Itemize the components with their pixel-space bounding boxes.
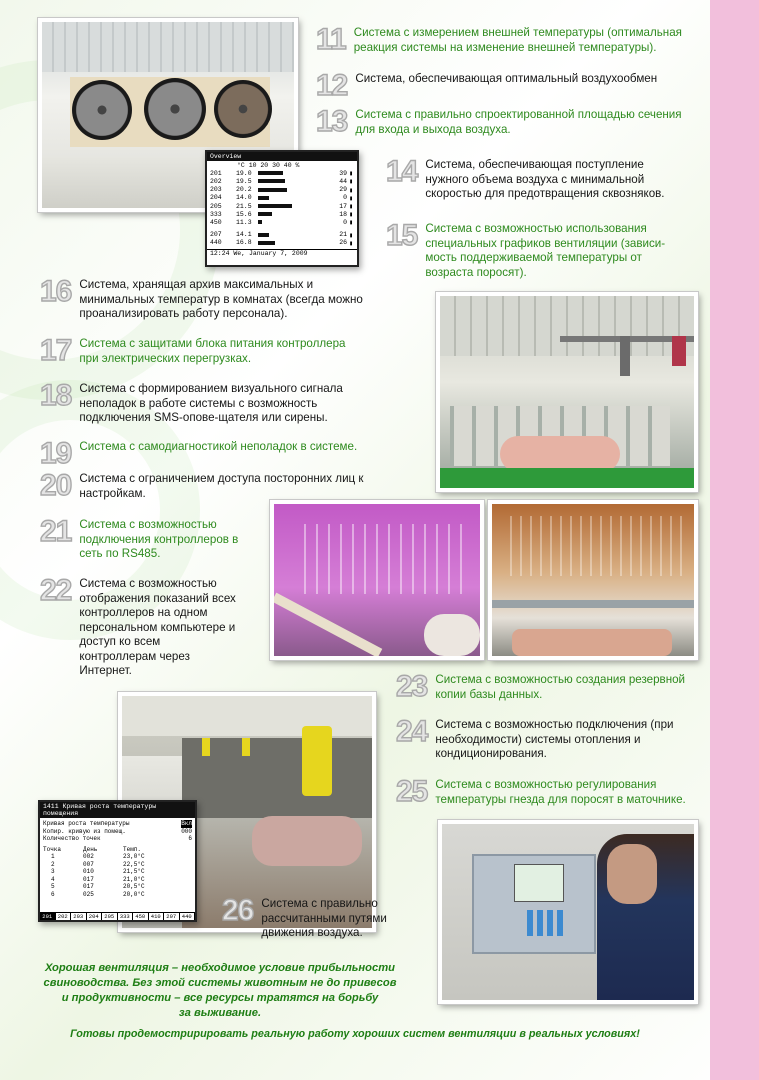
footer-line-1: Хорошая вентиляция – необходимое условие прибыльности [44,962,396,974]
feature-text: Система с возможностью использования специальных графиков вентиляции (зависи-мость поддерживаемой температуры от возраста поросят). [425,222,666,279]
curve-room-tab[interactable]: 202 [56,913,72,920]
curve-cell: 20,0°C [123,890,145,898]
feature-number: 13 [316,105,348,138]
feature-number: 26 [222,894,254,927]
curve-cell: 4 [51,875,55,883]
curve-cell: 20,5°C [123,883,145,890]
curve-room-tab[interactable]: 207 [164,913,180,920]
overview-room-id: 204 [210,194,222,202]
fan-status-icon: ▮ [349,219,353,227]
curve-cell: 21,5°C [123,868,145,875]
feature-item-21 [40,515,250,562]
curve-col-temp: Темп. [123,845,142,853]
feature-text: Система с возможностью регулирования температуры гнезда для поросят в маточнике. [435,778,686,806]
temperature-curve-screen [38,800,197,922]
feature-number: 22 [40,574,72,607]
feeder-icon [302,726,332,796]
overview-temp: 14.1 [236,231,252,239]
curve-room-tab[interactable]: 440 [180,913,196,920]
feature-number: 18 [40,379,72,412]
feature-text: Система с правильно спроектированной площадью сечения для входа и выхода воздуха. [355,108,682,136]
curve-cell: 010 [83,868,94,875]
photo-ceiling-pipes [488,500,698,660]
curve-cell: 21,0°C [123,875,145,883]
curve-row [43,876,192,884]
overview-room-id: 202 [210,177,222,185]
footer-line-4: за выживание. [178,1007,262,1019]
overview-temp-bar [258,204,292,208]
feature-text: Система с ограничением доступа посторонних лиц к настройкам. [79,472,364,500]
overview-row [207,194,357,202]
feature-number: 23 [396,670,428,703]
feature-text: Система с возможностью создания резервной копии базы данных. [435,673,686,701]
curve-cell: 017 [83,883,94,890]
curve-room-tab[interactable]: 333 [118,913,134,920]
feature-text: Система с возможностью подключения (при необходимости) системы отопления и кондиционирования. [435,718,674,760]
feature-text: Система, хранящая архив максимальных и минимальных температур в комнатах (всегда можно проанализировать работу персонала). [79,278,363,320]
feature-item-22 [40,574,240,679]
curve-cell: 3 [51,868,55,875]
feature-item-19 [40,437,380,470]
fan-icon [214,80,272,138]
feature-item-23 [396,670,696,703]
overview-row [207,210,357,218]
feature-item-24 [396,715,696,762]
overview-temp: 11.3 [236,218,252,226]
feature-item-26 [222,894,422,941]
feature-item-12 [316,69,696,102]
feature-item-20 [40,469,380,502]
curve-cell: 6 [51,890,55,898]
overview-pct: 0 [343,194,348,202]
feature-number: 25 [396,775,428,808]
curve-row [43,868,192,876]
curve-line2: Копир. кривую из помещ. [43,827,126,835]
curve-cell: 007 [83,860,94,868]
overview-temp-bar [258,212,272,216]
footer-line-3: и продуктивности – все ресурсы тратятся на борьбу [61,992,379,1004]
overview-temp: 19.0 [236,169,252,177]
curve-line2-value: 000 [181,827,192,835]
curve-cell: 2 [51,860,55,868]
overview-header: °C 10 20 30 40 % [237,161,300,169]
curve-room-tab[interactable]: 203 [71,913,87,920]
overview-temp-bar [258,220,262,224]
overview-pct: 0 [343,218,348,226]
overview-temp: 16.8 [236,239,252,247]
overview-room-id: 205 [210,202,222,210]
curve-room-tab[interactable]: 201 [40,913,56,920]
fan-status-icon: ▮ [349,178,353,186]
curve-room-tab[interactable]: 204 [87,913,103,920]
curve-cell: 025 [83,890,94,898]
fan-status-icon: ▮ [349,194,353,202]
feature-item-11 [316,23,696,56]
feature-number: 19 [40,437,72,470]
overview-temp-bar [258,171,283,175]
feature-text: Система, обеспечивающая оптимальный воздухообмен [355,72,658,85]
fan-status-icon: ▮ [349,239,353,247]
curve-line1-value: Вкл [181,820,192,827]
feature-item-18 [40,379,380,426]
overview-pct: 17 [339,202,348,210]
overview-row [207,231,357,239]
curve-title: 1411 Кривая роста температуры помещения [40,802,195,818]
overview-temp: 14.0 [236,194,252,202]
overview-title: Overview [207,152,357,161]
feature-item-16 [40,275,390,322]
feature-text: Система с возможностью отображения показаний всех контроллеров на одном персональном компьютере и доступ ко всем контроллерам через Интернет. [79,577,236,677]
overview-room-id: 203 [210,186,222,194]
feature-number: 24 [396,715,428,748]
feature-number: 17 [40,334,72,367]
curve-line1: Кривая роста температуры [43,820,130,827]
curve-row [43,891,192,899]
curve-row [43,861,192,869]
overview-temp-bar [258,241,275,245]
overview-status: 12:24 We, January 7, 2009 [207,249,357,258]
feature-number: 16 [40,275,72,308]
curve-room-tab[interactable]: 410 [149,913,165,920]
curve-line3-value: 6 [188,835,192,842]
curve-cell: 5 [51,883,55,890]
feature-item-15 [386,219,686,280]
feature-number: 20 [40,469,72,502]
photo-ceiling-inlet [270,500,484,660]
overview-row [207,169,357,177]
feature-number: 11 [316,23,346,56]
feature-text: Система с защитами блока питания контроллера при электрических перегрузках. [79,337,346,365]
curve-row [43,883,192,891]
overview-pct: 39 [339,169,348,177]
overview-room-id: 201 [210,169,222,177]
overview-temp: 19.5 [236,177,252,185]
feature-text: Система с формированием визуального сигнала неполадок в работе системы с возможность подключения SMS-опове-щателя или сирены. [79,382,343,424]
overview-row [207,202,357,210]
overview-row [207,186,357,194]
curve-cell: 002 [83,853,94,860]
curve-cell: 017 [83,875,94,883]
photo-controller [438,820,698,1004]
feature-item-13 [316,105,696,138]
overview-temp: 15.6 [236,210,252,218]
feature-text: Система с возможностью подключения контроллеров в сеть по RS485. [79,518,239,560]
fan-icon [144,78,206,140]
overview-room-id: 207 [210,231,222,239]
feature-text: Система с правильно рассчитанными путями движения воздуха. [261,897,387,939]
feature-text: Система с самодиагностикой неполадок в системе. [79,440,358,453]
overview-temp: 20.2 [236,186,252,194]
overview-pct: 21 [339,231,348,239]
feature-item-17 [40,334,360,367]
fan-status-icon: ▮ [349,203,353,211]
feature-number: 21 [40,515,72,548]
fan-status-icon: ▮ [349,211,353,219]
overview-temp-bar [258,233,269,237]
curve-row [43,853,192,861]
fan-status-icon: ▮ [349,170,353,178]
photo-pig-pens [436,292,698,492]
feature-item-14 [386,155,686,202]
overview-temp-bar [258,188,287,192]
curve-col-day: День [83,845,98,853]
overview-temp-bar [258,179,285,183]
footer-slogan [40,961,400,1021]
feature-item-25 [396,775,706,808]
overview-pct: 26 [339,239,348,247]
overview-room-id: 440 [210,239,222,247]
fan-status-icon: ▮ [349,186,353,194]
overview-screen [205,150,359,267]
curve-line3: Количество точек [43,835,101,842]
overview-pct: 29 [339,186,348,194]
overview-room-id: 333 [210,210,222,218]
overview-pct: 18 [339,210,348,218]
pink-side-bar [710,0,759,1080]
overview-row [207,239,357,247]
curve-cell: 1 [51,853,55,860]
curve-cell: 22,5°C [123,860,145,868]
curve-col-point: Точка [43,845,62,853]
feature-number: 12 [316,69,348,102]
footer-line-5: Готовы продемостририровать реальную работу хороших систем вентиляции в реальных условиях! [70,1028,640,1040]
feature-text: Система с измерением внешней температуры (оптимальная реакция системы на изменение внешней температуры). [353,26,682,54]
footer-call-to-action [10,1027,700,1042]
curve-room-tab[interactable]: 450 [133,913,149,920]
fan-status-icon: ▮ [349,231,353,239]
controller-display [514,864,564,902]
curve-room-tab[interactable]: 205 [102,913,118,920]
fan-icon [72,80,132,140]
overview-temp-bar [258,196,269,200]
overview-row [207,218,357,226]
overview-row [207,177,357,185]
feature-text: Система, обеспечивающая поступление нужного объема воздуха с минимальной скоростью для предотвращения сквозняков. [425,158,665,200]
overview-pct: 44 [339,177,348,185]
curve-cell: 23,0°C [123,853,145,860]
overview-temp: 21.5 [236,202,252,210]
overview-room-id: 450 [210,218,222,226]
feature-number: 15 [386,219,418,252]
footer-line-2: свиноводства. Без этой системы животным не до привесов [43,977,397,989]
feature-number: 14 [386,155,418,188]
